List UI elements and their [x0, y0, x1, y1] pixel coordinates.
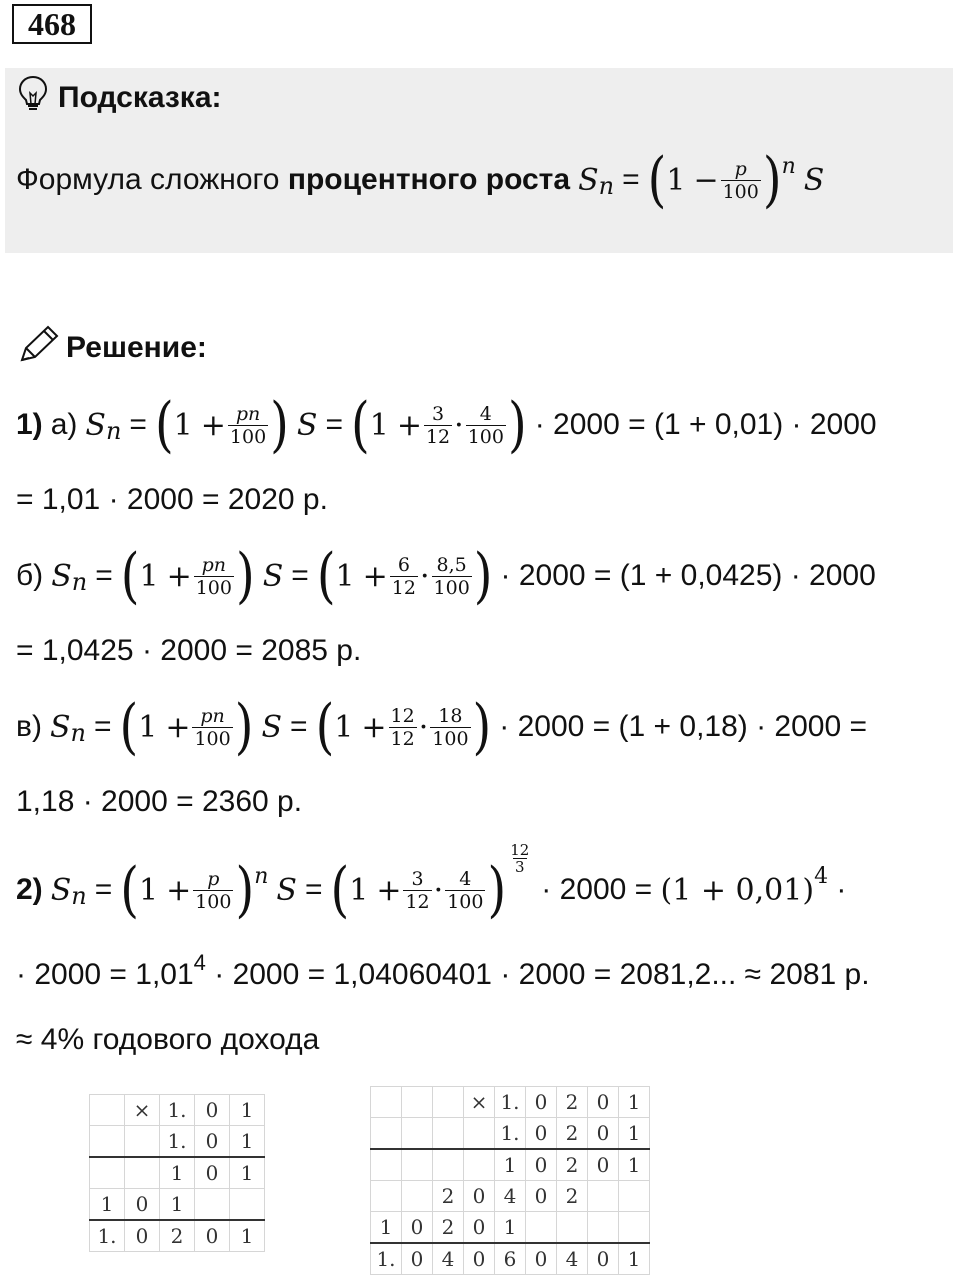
grid-cell: 1 [495, 1149, 526, 1181]
grid-cell [433, 1087, 464, 1118]
grid-cell: 2 [433, 1181, 464, 1212]
grid-cell: 0 [588, 1087, 619, 1118]
hint-header [18, 78, 222, 118]
solution-line-2-cont: · 2000 = 1,01 $^4$ · 2000 = 1,04060401 · 2000 = 2081,2... ≈ 2081 р. [16, 950, 870, 991]
multiplication-grid-2 [370, 1086, 650, 1275]
grid-cell: 0 [125, 1220, 160, 1252]
grid-cell [402, 1181, 433, 1212]
grid-cell: 4 [495, 1181, 526, 1212]
grid-cell: 1 [230, 1157, 265, 1189]
grid-cell: 0 [526, 1243, 557, 1275]
formula-minus: − [693, 162, 719, 198]
grid-cell [371, 1181, 402, 1212]
grid-cell [90, 1126, 125, 1158]
grid-cell: 4 [433, 1243, 464, 1275]
multiplication-grid-1 [89, 1094, 265, 1252]
grid-cell: 0 [402, 1243, 433, 1275]
grid-cell: 1 [230, 1220, 265, 1252]
grid-cell: 0 [195, 1220, 230, 1252]
grid-cell: 2 [557, 1181, 588, 1212]
grid-cell [90, 1157, 125, 1189]
grid-cell: 0 [526, 1087, 557, 1118]
formula-lhs-sub: n [598, 172, 615, 200]
grid-cell [588, 1181, 619, 1212]
grid-cell [230, 1189, 265, 1221]
hint-text: Формула сложного [16, 163, 288, 196]
grid-cell [402, 1118, 433, 1150]
grid-row [90, 1220, 265, 1252]
grid-row [371, 1181, 650, 1212]
grid-cell: 1. [371, 1243, 402, 1275]
grid-row [371, 1118, 650, 1150]
grid-cell [464, 1149, 495, 1181]
grid-cell: 1 [160, 1189, 195, 1221]
formula-fraction: $\frac{p}{100}$ [722, 157, 759, 203]
grid-cell: 0 [125, 1189, 160, 1221]
grid-cell: 0 [526, 1181, 557, 1212]
pencil-icon [18, 324, 60, 372]
hint-title: Подсказка: [58, 81, 222, 114]
formula-exponent: n [781, 153, 796, 179]
grid-cell: 1 [160, 1157, 195, 1189]
grid-cell [371, 1118, 402, 1150]
grid-cell: 1. [495, 1087, 526, 1118]
formula-eq: = [622, 163, 640, 196]
formula-one: 1 [666, 162, 686, 198]
hint-formula-line: Формула сложного процентного роста S $_n$ = ( 1 − $\frac{p}{100}$ ) $^n$ S [16, 145, 825, 215]
grid-cell: 0 [464, 1243, 495, 1275]
grid-cell [433, 1118, 464, 1150]
grid-cell [619, 1181, 650, 1212]
lightbulb-icon [18, 75, 48, 121]
grid-cell [402, 1087, 433, 1118]
grid-cell: 0 [464, 1212, 495, 1244]
grid-cell: 1 [371, 1212, 402, 1244]
grid-cell: 0 [195, 1095, 230, 1126]
grid-cell: 2 [433, 1212, 464, 1244]
grid-cell: 1. [495, 1118, 526, 1150]
grid-cell: 0 [526, 1149, 557, 1181]
grid-cell [588, 1212, 619, 1244]
grid-cell: 1 [230, 1126, 265, 1158]
grid-cell: 0 [195, 1157, 230, 1189]
grid-cell: 0 [588, 1118, 619, 1150]
grid-cell: 2 [557, 1118, 588, 1150]
grid-row [371, 1149, 650, 1181]
grid-cell: × [464, 1087, 495, 1118]
grid-row [90, 1189, 265, 1221]
hint-text-bold: процентного роста [287, 163, 571, 196]
grid-cell [125, 1157, 160, 1189]
grid-cell: 2 [557, 1149, 588, 1181]
grid-cell: 1 [619, 1087, 650, 1118]
formula-rhs: S [803, 162, 825, 198]
grid-cell: 0 [464, 1181, 495, 1212]
solution-conclusion: ≈ 4% годового дохода [16, 1023, 320, 1056]
grid-cell [433, 1149, 464, 1181]
grid-cell [371, 1149, 402, 1181]
solution-title: Решение: [66, 331, 207, 364]
grid-cell: 0 [526, 1118, 557, 1150]
solution-header [18, 326, 207, 370]
grid-cell [526, 1212, 557, 1244]
grid-cell: 1. [160, 1095, 195, 1126]
grid-cell: 2 [160, 1220, 195, 1252]
grid-cell: 1. [90, 1220, 125, 1252]
grid-row [371, 1212, 650, 1244]
grid-cell [402, 1149, 433, 1181]
grid-cell: 0 [588, 1243, 619, 1275]
grid-cell [619, 1212, 650, 1244]
grid-cell: 1 [90, 1189, 125, 1221]
solution-line-1c: в) S $_n$ = ( 1 + $\frac{pn}{100}$ ) S = ( 1 + $\frac{12}{12}$ · $\frac{18}{100}$ ) · 2000 = (1 + 0,18) · 2000 = [16, 692, 868, 762]
solution-line-1c-cont: 1,18 · 2000 = 2360 р. [16, 785, 303, 818]
grid-cell: 6 [495, 1243, 526, 1275]
grid-cell: 1 [230, 1095, 265, 1126]
grid-cell [557, 1212, 588, 1244]
grid-cell: 0 [195, 1126, 230, 1158]
grid-cell [90, 1095, 125, 1126]
solution-line-1a-cont: = 1,01 · 2000 = 2020 р. [16, 483, 328, 516]
grid-cell: 1 [495, 1212, 526, 1244]
grid-cell [371, 1087, 402, 1118]
grid-cell: 4 [557, 1243, 588, 1275]
grid-row [371, 1087, 650, 1118]
grid-cell: × [125, 1095, 160, 1126]
grid-cell: 0 [588, 1149, 619, 1181]
task-number: 468 [12, 4, 92, 44]
grid-cell [464, 1118, 495, 1150]
grid-cell: 0 [402, 1212, 433, 1244]
grid-row [90, 1157, 265, 1189]
grid-row [371, 1243, 650, 1275]
grid-cell: 1 [619, 1243, 650, 1275]
grid-row [90, 1095, 265, 1126]
grid-cell [125, 1126, 160, 1158]
grid-cell: 2 [557, 1087, 588, 1118]
formula-lhs: S [578, 162, 599, 198]
solution-line-2: 2) S $_n$ = ( 1 + $\frac{p}{100}$ ) $^n$ S = ( 1 + $\frac{3}{12}$ · $\frac{4}{100}$ ) $\frac{12}{3}$ · 2000 = (1 + 0,01) $^4$ · [16, 840, 847, 925]
solution-line-1a: 1) а) S $_n$ = ( 1 + $\frac{pn}{100}$ ) S = ( 1 + $\frac{3}{12}$ · $\frac{4}{100}$ ) · 2000 = (1 + 0,01) · 2000 [16, 390, 877, 460]
grid-cell: 1 [619, 1118, 650, 1150]
grid-cell [195, 1189, 230, 1221]
grid-row [90, 1126, 265, 1158]
solution-line-1b-cont: = 1,0425 · 2000 = 2085 р. [16, 634, 362, 667]
solution-line-1b: б) S $_n$ = ( 1 + $\frac{pn}{100}$ ) S = ( 1 + $\frac{6}{12}$ · $\frac{8,5}{100}$ ) · 2000 = (1 + 0,0425) · 2000 [16, 541, 876, 611]
grid-cell: 1. [160, 1126, 195, 1158]
grid-cell: 1 [619, 1149, 650, 1181]
